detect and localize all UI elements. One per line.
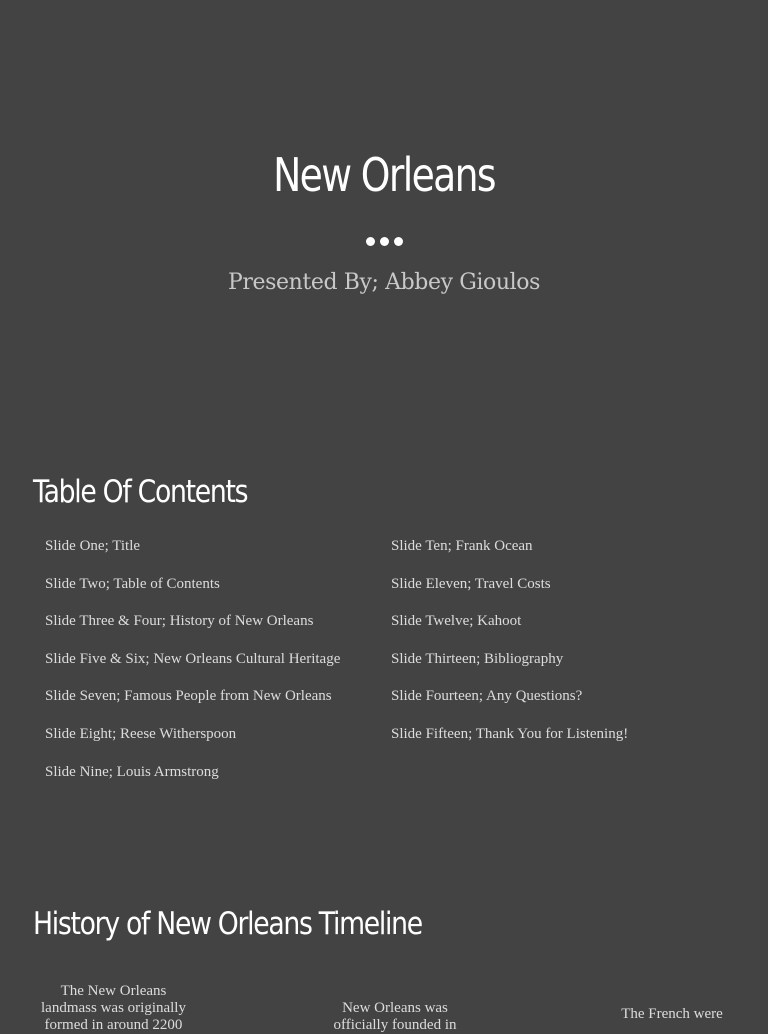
- divider-dot: [380, 237, 389, 246]
- history-heading: History of New Orleans Timeline: [33, 906, 422, 942]
- toc-item: Slide One; Title: [45, 538, 141, 554]
- timeline-entry: New Orleans was officially founded in: [333, 1000, 457, 1033]
- toc-item: Slide Eight; Reese Witherspoon: [45, 725, 237, 742]
- timeline-entry: The New Orleans landmass was originally formed in around 2200: [41, 983, 186, 1033]
- toc-item: Slide Ten; Frank Ocean: [391, 538, 533, 554]
- toc-left-column: [45, 536, 340, 799]
- history-timeline-slide: [0, 864, 768, 1033]
- toc-item: Slide Two; Table of Contents: [45, 575, 220, 592]
- timeline-entry: The French were: [621, 1006, 723, 1022]
- presenter-subtitle: Presented By; Abbey Gioulos: [227, 270, 541, 295]
- toc-item: Slide Nine; Louis Armstrong: [45, 763, 219, 780]
- toc-right-column: [391, 536, 628, 762]
- presentation-title: New Orleans: [273, 148, 495, 202]
- divider-dot: [366, 237, 375, 246]
- toc-item: Slide Seven; Famous People from New Orleans: [45, 688, 332, 705]
- toc-heading: Table Of Contents: [33, 474, 248, 510]
- title-slide: [0, 0, 768, 432]
- toc-item: Slide Twelve; Kahoot: [391, 613, 522, 630]
- toc-item: Slide Fourteen; Any Questions?: [391, 688, 583, 705]
- toc-item: Slide Three & Four; History of New Orleans: [45, 613, 314, 630]
- divider-dot: [394, 237, 403, 246]
- toc-item: Slide Eleven; Travel Costs: [391, 575, 551, 592]
- toc-item: Slide Five & Six; New Orleans Cultural Heritage: [45, 650, 341, 667]
- ellipsis-divider: [0, 237, 768, 246]
- toc-item: Slide Fifteen; Thank You for Listening!: [391, 725, 629, 742]
- table-of-contents-slide: [0, 432, 768, 864]
- toc-item: Slide Thirteen; Bibliography: [391, 650, 564, 667]
